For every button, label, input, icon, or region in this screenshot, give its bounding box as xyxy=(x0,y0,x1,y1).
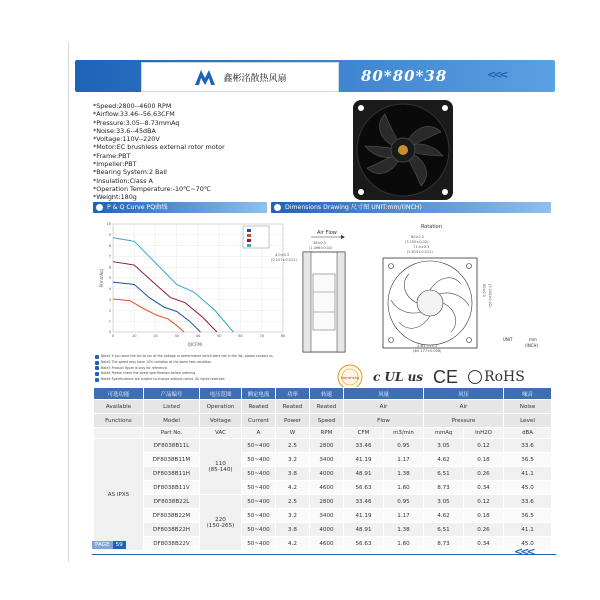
spec-temperature: *Operation Temperature:-10℃~70℃ xyxy=(93,184,211,193)
note-bullet-icon xyxy=(95,378,99,382)
page-text: PAGE xyxy=(92,541,113,549)
pq-curve-title-text: P & Q Curve PQ曲线 xyxy=(107,204,168,211)
note-bullet-icon xyxy=(95,372,99,376)
note-item: Note5 Specifications are subject to change without notice. All rights reserved. xyxy=(95,377,285,383)
spec-insulation: *Insulation:Class A xyxy=(93,176,153,185)
note-item: Note3 Product figure is only for reference. xyxy=(95,366,285,372)
svg-text:Samsheng: Samsheng xyxy=(340,376,360,380)
table-row: DF8038B22V 50~400 4.2 4600 56.63 1.60 8.73 0.34 45.0 xyxy=(94,537,552,551)
table-header-en: Functions Model Voltage Current Power Speed Flow Pressure Level xyxy=(94,414,552,428)
spec-noise: *Noise:33.6--45dBA xyxy=(93,126,156,135)
catalog-page xyxy=(68,42,559,562)
dimensions-title-text: Dimensions Drawing 尺寸图 UNIT:mm/(INCH) xyxy=(285,204,422,211)
note-item: Note4 Please check the latest specification before ordering. xyxy=(95,371,285,377)
unit-label: UNIT xyxy=(503,337,513,342)
y-tick-label: 6 xyxy=(108,265,111,270)
dim-hole-inch: (Φ0.177±0.008) xyxy=(413,349,442,353)
table-row: DF8038B11M 50~400 3.2 3400 41.19 1.17 4.62 0.18 36.5 xyxy=(94,453,552,467)
x-tick-label: 80 xyxy=(280,334,286,338)
section-bullet-icon xyxy=(96,204,103,211)
table-row: DF8038B22M 50~400 3.2 3400 41.19 1.17 4.62 0.18 36.5 xyxy=(94,509,552,523)
table-row: AS IPX5 DF8038B11L 110 (85-140) 50~400 2.5 2800 33.46 0.95 3.05 0.12 33.6 xyxy=(94,439,552,453)
dim-flange: 4.0±0.3 xyxy=(275,253,290,257)
fan-photo xyxy=(351,98,455,202)
section-bullet-icon xyxy=(274,204,281,211)
fan-front-view xyxy=(383,258,477,348)
dim-hole-spacing: 71.5±0.3 xyxy=(413,245,430,249)
dim-height: 80±0.5 xyxy=(482,284,486,297)
y-tick-label: 8 xyxy=(108,243,111,248)
table-row: DF8038B22L 220 (150-265) 50~400 2.5 2800 33.46 0.95 3.05 0.12 33.6 xyxy=(94,495,552,509)
spec-list xyxy=(93,102,293,202)
spec-impeller: *Impeller:PBT xyxy=(93,160,137,169)
dim-hole-spacing-inch: (2.815±0.012) xyxy=(407,250,433,254)
chevrons-header-icon: <<< xyxy=(487,68,506,81)
y-tick-label: 7 xyxy=(108,254,111,259)
y-tick-label: 0 xyxy=(108,330,111,335)
chart-xlabel: Q(CFM) xyxy=(187,342,203,347)
y-tick-label: 4 xyxy=(108,287,111,291)
dim-width-inch: (3.150±0.02) xyxy=(405,240,429,244)
unit-inch: (INCH) xyxy=(525,343,539,348)
note-bullet-icon xyxy=(95,366,99,370)
spec-table xyxy=(93,387,552,551)
page-number: 59 xyxy=(113,541,126,549)
x-tick-label: 40 xyxy=(195,334,201,338)
table-units: Part No. VAC A W RPM CFM m3/min mmAq InH2O dBA xyxy=(94,428,552,439)
brand-mark-icon xyxy=(193,68,217,86)
voltage-group-220: 220 (150-265) xyxy=(200,495,242,551)
dimensions-drawing xyxy=(271,214,553,354)
dim-height-inch: (3.150±0.02) xyxy=(488,284,492,308)
dim-hole: 4-Φ4.5±0.2 xyxy=(417,344,438,348)
ce-mark-icon: CE xyxy=(433,366,459,387)
spec-pressure: *Pressure:3.05--8.73mmAq xyxy=(93,118,180,127)
y-tick-label: 1 xyxy=(108,319,111,324)
table-header-cn: 可选功能 产品编号 电压范围 额定电流 功率 转速 风量 风压 噪音 xyxy=(94,388,552,400)
brand-name: 鑫彬洺散热风扇 xyxy=(223,73,287,84)
dim-width: 80±0.5 xyxy=(411,235,424,239)
x-tick-label: 30 xyxy=(174,334,180,338)
dim-depth: 38±0.5 xyxy=(313,241,326,245)
dimensions-title xyxy=(271,202,551,213)
x-tick-label: 10 xyxy=(131,334,137,338)
voltage-group-110: 110 (85-140) xyxy=(200,439,242,495)
table-row: DF8038B22H 50~400 3.8 4000 48.91 1.38 6.51 0.26 41.1 xyxy=(94,523,552,537)
fan-side-view xyxy=(303,252,345,352)
y-tick-label: 10 xyxy=(106,222,111,227)
x-tick-label: 60 xyxy=(238,334,243,338)
note-bullet-icon xyxy=(95,355,99,359)
notes-list xyxy=(95,354,285,383)
rotation-label: Rotation xyxy=(421,224,442,230)
unit-mm: mm xyxy=(529,337,537,342)
y-tick-label: 2 xyxy=(108,308,111,313)
x-tick-label: 0 xyxy=(111,334,115,338)
spec-airflow: *Airflow:33.46--56.63CFM xyxy=(93,110,175,119)
note-bullet-icon xyxy=(95,361,99,365)
note-item: Note2 The speed may have 10% variation at the same test condition. xyxy=(95,360,285,366)
rohs-check-icon xyxy=(468,370,482,384)
y-tick-label: 3 xyxy=(108,297,111,302)
function-cell: AS IPX5 xyxy=(94,439,144,551)
table-row: DF8038B11V 50~400 4.2 4600 56.63 1.60 8.73 0.34 45.0 xyxy=(94,481,552,495)
spec-frame: *Frame:PBT xyxy=(93,151,131,160)
brand-logo xyxy=(141,62,339,92)
spec-speed: *Speed:2800--4600 RPM xyxy=(93,102,172,110)
dim-flange-inch: (0.157±0.012) xyxy=(271,258,297,262)
x-tick-label: 50 xyxy=(216,334,222,338)
table-header-en: Available Listed Operation Reated Reated Reated Air Air Noise xyxy=(94,400,552,414)
note-item: Note1 If you want the fan to run at the voltage or performance which were not in the list, please contact us. xyxy=(95,354,285,360)
chevrons-footer-icon: <<< xyxy=(514,545,533,558)
page-number-label xyxy=(92,540,126,550)
y-tick-label: 5 xyxy=(108,276,111,281)
x-tick-label: 20 xyxy=(153,334,158,338)
x-tick-label: 70 xyxy=(259,334,265,338)
pq-curve-chart xyxy=(95,218,295,348)
airflow-label: Air Flow xyxy=(317,230,337,236)
model-title: 80*80*38 xyxy=(361,67,448,85)
dim-depth-inch: (1.496±0.02) xyxy=(309,246,333,250)
table-row: DF8038B11H 50~400 3.8 4000 48.91 1.38 6.51 0.26 41.1 xyxy=(94,467,552,481)
spec-bearing: *Bearing System:2 Ball xyxy=(93,168,167,177)
ul-mark-icon: c UL us xyxy=(373,370,424,384)
footer-rule xyxy=(92,554,556,555)
chart-legend xyxy=(243,226,269,248)
pq-curve-title xyxy=(93,202,267,213)
y-tick-label: 9 xyxy=(108,233,111,237)
spec-motor: *Motor:EC brushless external rotor motor xyxy=(93,143,225,152)
rohs-mark: RoHS xyxy=(468,369,525,385)
spec-voltage: *Voltage:110V--220V xyxy=(93,135,160,144)
chart-ylabel: P(mmAq) xyxy=(99,268,104,288)
spec-weight: *Weight:180g xyxy=(93,193,137,202)
